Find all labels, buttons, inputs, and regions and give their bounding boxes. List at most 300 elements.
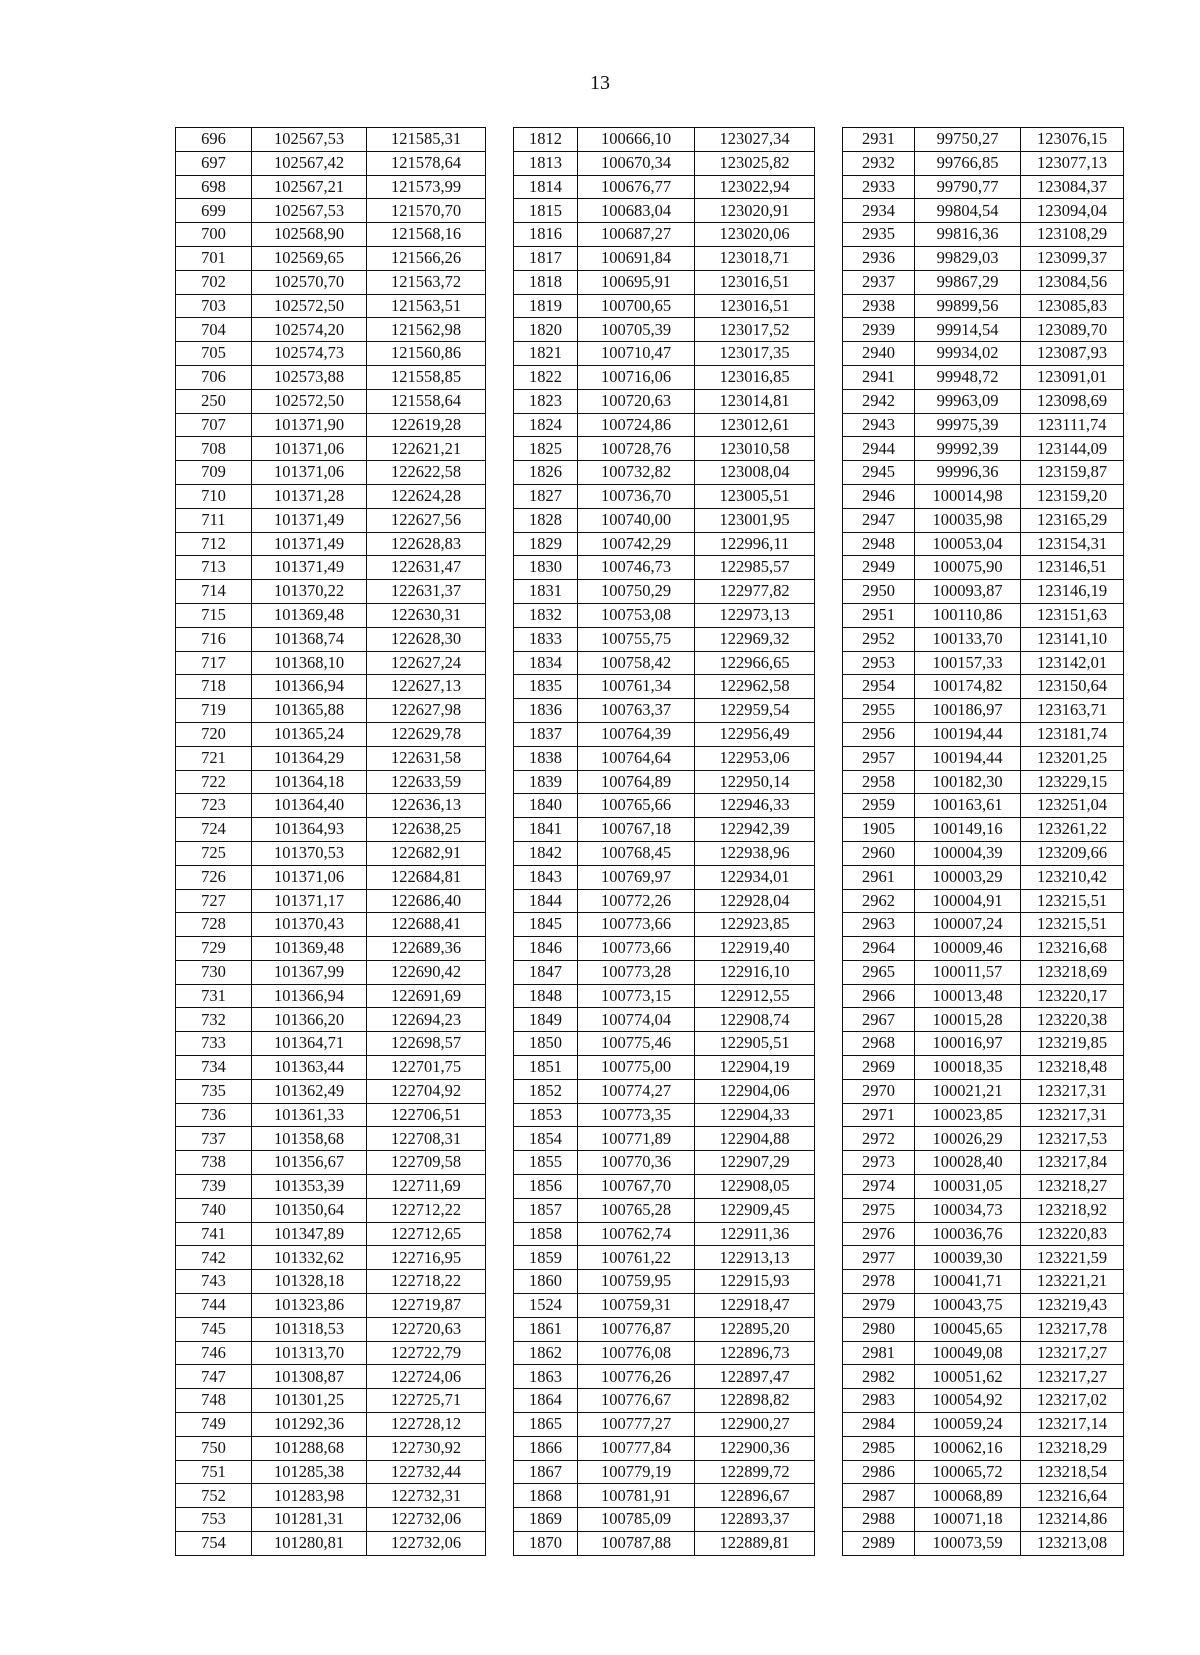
y-coordinate-cell: 123085,83 (1021, 294, 1124, 318)
point-number-cell: 2955 (843, 699, 915, 723)
point-number-cell: 1860 (514, 1270, 578, 1294)
y-coordinate-cell: 122996,11 (695, 532, 815, 556)
y-coordinate-cell: 123008,04 (695, 461, 815, 485)
point-number-cell: 2965 (843, 960, 915, 984)
column-gap (486, 603, 514, 627)
y-coordinate-cell: 123251,04 (1021, 794, 1124, 818)
y-coordinate-cell: 123220,83 (1021, 1222, 1124, 1246)
y-coordinate-cell: 123218,92 (1021, 1198, 1124, 1222)
x-coordinate-cell: 101364,93 (252, 818, 367, 842)
x-coordinate-cell: 100773,66 (578, 913, 695, 937)
y-coordinate-cell: 123159,20 (1021, 484, 1124, 508)
column-gap (486, 342, 514, 366)
x-coordinate-cell: 100769,97 (578, 865, 695, 889)
y-coordinate-cell: 122689,36 (367, 937, 486, 961)
y-coordinate-cell: 122629,78 (367, 722, 486, 746)
point-number-cell: 733 (176, 1032, 252, 1056)
point-number-cell: 701 (176, 246, 252, 270)
column-gap (486, 175, 514, 199)
x-coordinate-cell: 100763,37 (578, 699, 695, 723)
x-coordinate-cell: 102574,20 (252, 318, 367, 342)
point-number-cell: 2970 (843, 1079, 915, 1103)
x-coordinate-cell: 100018,35 (915, 1056, 1021, 1080)
table-row (176, 1532, 1124, 1556)
y-coordinate-cell: 123217,27 (1021, 1341, 1124, 1365)
y-coordinate-cell: 122636,13 (367, 794, 486, 818)
column-gap (486, 1198, 514, 1222)
y-coordinate-cell: 122895,20 (695, 1317, 815, 1341)
y-coordinate-cell: 123014,81 (695, 389, 815, 413)
page-number: 13 (590, 72, 610, 94)
y-coordinate-cell: 122619,28 (367, 413, 486, 437)
point-number-cell: 724 (176, 818, 252, 842)
x-coordinate-cell: 100149,16 (915, 818, 1021, 842)
y-coordinate-cell: 122956,49 (695, 722, 815, 746)
point-number-cell: 696 (176, 128, 252, 152)
column-gap (815, 1198, 843, 1222)
table-row (176, 532, 1124, 556)
y-coordinate-cell: 123016,51 (695, 294, 815, 318)
point-number-cell: 2934 (843, 199, 915, 223)
y-coordinate-cell: 122631,37 (367, 580, 486, 604)
x-coordinate-cell: 100163,61 (915, 794, 1021, 818)
point-number-cell: 1835 (514, 675, 578, 699)
point-number-cell: 2951 (843, 603, 915, 627)
x-coordinate-cell: 100767,18 (578, 818, 695, 842)
x-coordinate-cell: 101366,94 (252, 675, 367, 699)
table-row (176, 1294, 1124, 1318)
y-coordinate-cell: 123218,48 (1021, 1056, 1124, 1080)
y-coordinate-cell: 122905,51 (695, 1032, 815, 1056)
point-number-cell: 707 (176, 413, 252, 437)
table-row (176, 889, 1124, 913)
x-coordinate-cell: 100065,72 (915, 1460, 1021, 1484)
column-gap (815, 1175, 843, 1199)
y-coordinate-cell: 122627,24 (367, 651, 486, 675)
point-number-cell: 1847 (514, 960, 578, 984)
column-gap (815, 818, 843, 842)
y-coordinate-cell: 122732,44 (367, 1460, 486, 1484)
x-coordinate-cell: 100775,00 (578, 1056, 695, 1080)
x-coordinate-cell: 99934,02 (915, 342, 1021, 366)
column-gap (486, 1270, 514, 1294)
column-gap (486, 1484, 514, 1508)
column-gap (815, 128, 843, 152)
x-coordinate-cell: 100157,33 (915, 651, 1021, 675)
point-number-cell: 2931 (843, 128, 915, 152)
y-coordinate-cell: 123201,25 (1021, 746, 1124, 770)
point-number-cell: 725 (176, 841, 252, 865)
point-number-cell: 731 (176, 984, 252, 1008)
point-number-cell: 2980 (843, 1317, 915, 1341)
point-number-cell: 718 (176, 675, 252, 699)
x-coordinate-cell: 100720,63 (578, 389, 695, 413)
point-number-cell: 715 (176, 603, 252, 627)
table-row (176, 151, 1124, 175)
column-gap (486, 841, 514, 865)
y-coordinate-cell: 123146,51 (1021, 556, 1124, 580)
y-coordinate-cell: 122719,87 (367, 1294, 486, 1318)
x-coordinate-cell: 101364,29 (252, 746, 367, 770)
y-coordinate-cell: 122919,40 (695, 937, 815, 961)
x-coordinate-cell: 101356,67 (252, 1151, 367, 1175)
x-coordinate-cell: 100774,27 (578, 1079, 695, 1103)
y-coordinate-cell: 122686,40 (367, 889, 486, 913)
column-gap (486, 1175, 514, 1199)
column-gap (486, 1246, 514, 1270)
point-number-cell: 1837 (514, 722, 578, 746)
x-coordinate-cell: 100777,27 (578, 1413, 695, 1437)
column-gap (486, 1222, 514, 1246)
point-number-cell: 1859 (514, 1246, 578, 1270)
column-gap (815, 365, 843, 389)
point-number-cell: 2968 (843, 1032, 915, 1056)
y-coordinate-cell: 121560,86 (367, 342, 486, 366)
point-number-cell: 2953 (843, 651, 915, 675)
x-coordinate-cell: 101365,24 (252, 722, 367, 746)
y-coordinate-cell: 123146,19 (1021, 580, 1124, 604)
point-number-cell: 2977 (843, 1246, 915, 1270)
point-number-cell: 721 (176, 746, 252, 770)
point-number-cell: 711 (176, 508, 252, 532)
point-number-cell: 2978 (843, 1270, 915, 1294)
column-gap (486, 984, 514, 1008)
y-coordinate-cell: 122722,79 (367, 1341, 486, 1365)
point-number-cell: 1816 (514, 223, 578, 247)
point-number-cell: 699 (176, 199, 252, 223)
column-gap (486, 246, 514, 270)
y-coordinate-cell: 122690,42 (367, 960, 486, 984)
point-number-cell: 717 (176, 651, 252, 675)
x-coordinate-cell: 99790,77 (915, 175, 1021, 199)
y-coordinate-cell: 123159,87 (1021, 461, 1124, 485)
x-coordinate-cell: 102572,50 (252, 389, 367, 413)
table-row (176, 437, 1124, 461)
y-coordinate-cell: 123150,64 (1021, 675, 1124, 699)
table-row (176, 556, 1124, 580)
column-gap (815, 437, 843, 461)
y-coordinate-cell: 122913,13 (695, 1246, 815, 1270)
table-row (176, 937, 1124, 961)
column-gap (486, 865, 514, 889)
point-number-cell: 2949 (843, 556, 915, 580)
column-gap (486, 1079, 514, 1103)
column-gap (815, 508, 843, 532)
point-number-cell: 2967 (843, 1008, 915, 1032)
y-coordinate-cell: 123218,69 (1021, 960, 1124, 984)
y-coordinate-cell: 123017,35 (695, 342, 815, 366)
point-number-cell: 722 (176, 770, 252, 794)
x-coordinate-cell: 101365,88 (252, 699, 367, 723)
x-coordinate-cell: 100004,91 (915, 889, 1021, 913)
y-coordinate-cell: 123012,61 (695, 413, 815, 437)
column-gap (486, 770, 514, 794)
table-row (176, 746, 1124, 770)
y-coordinate-cell: 123111,74 (1021, 413, 1124, 437)
y-coordinate-cell: 123210,42 (1021, 865, 1124, 889)
x-coordinate-cell: 102574,73 (252, 342, 367, 366)
x-coordinate-cell: 101371,90 (252, 413, 367, 437)
column-gap (815, 1436, 843, 1460)
point-number-cell: 2985 (843, 1436, 915, 1460)
x-coordinate-cell: 100740,00 (578, 508, 695, 532)
column-gap (486, 461, 514, 485)
point-number-cell: 1822 (514, 365, 578, 389)
column-gap (815, 770, 843, 794)
x-coordinate-cell: 100039,30 (915, 1246, 1021, 1270)
y-coordinate-cell: 123163,71 (1021, 699, 1124, 723)
point-number-cell: 1812 (514, 128, 578, 152)
y-coordinate-cell: 123261,22 (1021, 818, 1124, 842)
x-coordinate-cell: 101350,64 (252, 1198, 367, 1222)
y-coordinate-cell: 122897,47 (695, 1365, 815, 1389)
y-coordinate-cell: 122732,06 (367, 1532, 486, 1556)
table-row (176, 1246, 1124, 1270)
table-row (176, 175, 1124, 199)
y-coordinate-cell: 123217,78 (1021, 1317, 1124, 1341)
point-number-cell: 1845 (514, 913, 578, 937)
y-coordinate-cell: 123219,85 (1021, 1032, 1124, 1056)
x-coordinate-cell: 100068,89 (915, 1484, 1021, 1508)
x-coordinate-cell: 100775,46 (578, 1032, 695, 1056)
y-coordinate-cell: 122896,73 (695, 1341, 815, 1365)
table-row (176, 1222, 1124, 1246)
point-number-cell: 1843 (514, 865, 578, 889)
column-gap (486, 1056, 514, 1080)
column-gap (815, 223, 843, 247)
point-number-cell: 2959 (843, 794, 915, 818)
point-number-cell: 1848 (514, 984, 578, 1008)
point-number-cell: 2969 (843, 1056, 915, 1080)
table-row (176, 794, 1124, 818)
point-number-cell: 705 (176, 342, 252, 366)
table-row (176, 984, 1124, 1008)
point-number-cell: 2939 (843, 318, 915, 342)
column-gap (486, 627, 514, 651)
table-row (176, 913, 1124, 937)
point-number-cell: 754 (176, 1532, 252, 1556)
point-number-cell: 2962 (843, 889, 915, 913)
y-coordinate-cell: 122899,72 (695, 1460, 815, 1484)
y-coordinate-cell: 122716,95 (367, 1246, 486, 1270)
x-coordinate-cell: 101364,40 (252, 794, 367, 818)
point-number-cell: 2960 (843, 841, 915, 865)
column-gap (486, 913, 514, 937)
x-coordinate-cell: 101364,71 (252, 1032, 367, 1056)
point-number-cell: 736 (176, 1103, 252, 1127)
table-row (176, 722, 1124, 746)
x-coordinate-cell: 100771,89 (578, 1127, 695, 1151)
column-gap (815, 270, 843, 294)
x-coordinate-cell: 100062,16 (915, 1436, 1021, 1460)
column-gap (486, 437, 514, 461)
y-coordinate-cell: 122889,81 (695, 1532, 815, 1556)
column-gap (486, 1032, 514, 1056)
y-coordinate-cell: 122627,98 (367, 699, 486, 723)
point-number-cell: 1866 (514, 1436, 578, 1460)
column-gap (486, 318, 514, 342)
y-coordinate-cell: 122628,30 (367, 627, 486, 651)
table-row (176, 651, 1124, 675)
point-number-cell: 714 (176, 580, 252, 604)
x-coordinate-cell: 101371,49 (252, 508, 367, 532)
x-coordinate-cell: 101328,18 (252, 1270, 367, 1294)
x-coordinate-cell: 100770,36 (578, 1151, 695, 1175)
y-coordinate-cell: 122946,33 (695, 794, 815, 818)
point-number-cell: 751 (176, 1460, 252, 1484)
point-number-cell: 1825 (514, 437, 578, 461)
point-number-cell: 2935 (843, 223, 915, 247)
point-number-cell: 732 (176, 1008, 252, 1032)
x-coordinate-cell: 102567,53 (252, 128, 367, 152)
x-coordinate-cell: 100194,44 (915, 746, 1021, 770)
x-coordinate-cell: 100759,95 (578, 1270, 695, 1294)
y-coordinate-cell: 123165,29 (1021, 508, 1124, 532)
point-number-cell: 742 (176, 1246, 252, 1270)
y-coordinate-cell: 121573,99 (367, 175, 486, 199)
point-number-cell: 2984 (843, 1413, 915, 1437)
column-gap (486, 1365, 514, 1389)
x-coordinate-cell: 100034,73 (915, 1198, 1021, 1222)
point-number-cell: 1829 (514, 532, 578, 556)
point-number-cell: 2954 (843, 675, 915, 699)
y-coordinate-cell: 123010,58 (695, 437, 815, 461)
x-coordinate-cell: 99992,39 (915, 437, 1021, 461)
y-coordinate-cell: 122907,29 (695, 1151, 815, 1175)
x-coordinate-cell: 100781,91 (578, 1484, 695, 1508)
column-gap (486, 1341, 514, 1365)
y-coordinate-cell: 123099,37 (1021, 246, 1124, 270)
point-number-cell: 2971 (843, 1103, 915, 1127)
y-coordinate-cell: 122728,12 (367, 1413, 486, 1437)
point-number-cell: 2957 (843, 746, 915, 770)
point-number-cell: 2933 (843, 175, 915, 199)
x-coordinate-cell: 100736,70 (578, 484, 695, 508)
x-coordinate-cell: 100773,28 (578, 960, 695, 984)
point-number-cell: 739 (176, 1175, 252, 1199)
column-gap (486, 151, 514, 175)
x-coordinate-cell: 100194,44 (915, 722, 1021, 746)
table-row (176, 1008, 1124, 1032)
y-coordinate-cell: 122962,58 (695, 675, 815, 699)
x-coordinate-cell: 99963,09 (915, 389, 1021, 413)
y-coordinate-cell: 122908,74 (695, 1008, 815, 1032)
y-coordinate-cell: 123218,29 (1021, 1436, 1124, 1460)
x-coordinate-cell: 100750,29 (578, 580, 695, 604)
x-coordinate-cell: 99750,27 (915, 128, 1021, 152)
x-coordinate-cell: 100023,85 (915, 1103, 1021, 1127)
x-coordinate-cell: 101371,17 (252, 889, 367, 913)
y-coordinate-cell: 122718,22 (367, 1270, 486, 1294)
point-number-cell: 1823 (514, 389, 578, 413)
x-coordinate-cell: 100767,70 (578, 1175, 695, 1199)
column-gap (486, 722, 514, 746)
point-number-cell: 1840 (514, 794, 578, 818)
y-coordinate-cell: 122953,06 (695, 746, 815, 770)
x-coordinate-cell: 100683,04 (578, 199, 695, 223)
column-gap (486, 1436, 514, 1460)
x-coordinate-cell: 101318,53 (252, 1317, 367, 1341)
y-coordinate-cell: 122934,01 (695, 865, 815, 889)
y-coordinate-cell: 123217,53 (1021, 1127, 1124, 1151)
column-gap (486, 1532, 514, 1556)
y-coordinate-cell: 122624,28 (367, 484, 486, 508)
column-gap (815, 1508, 843, 1532)
x-coordinate-cell: 101371,06 (252, 437, 367, 461)
y-coordinate-cell: 122918,47 (695, 1294, 815, 1318)
y-coordinate-cell: 122973,13 (695, 603, 815, 627)
y-coordinate-cell: 123001,95 (695, 508, 815, 532)
point-number-cell: 1819 (514, 294, 578, 318)
coordinates-table-body (176, 128, 1124, 1556)
y-coordinate-cell: 123016,51 (695, 270, 815, 294)
x-coordinate-cell: 102567,21 (252, 175, 367, 199)
x-coordinate-cell: 100666,10 (578, 128, 695, 152)
column-gap (486, 1508, 514, 1532)
x-coordinate-cell: 101283,98 (252, 1484, 367, 1508)
x-coordinate-cell: 100015,28 (915, 1008, 1021, 1032)
y-coordinate-cell: 123215,51 (1021, 889, 1124, 913)
x-coordinate-cell: 100779,19 (578, 1460, 695, 1484)
x-coordinate-cell: 100724,86 (578, 413, 695, 437)
y-coordinate-cell: 123217,31 (1021, 1079, 1124, 1103)
point-number-cell: 1862 (514, 1341, 578, 1365)
table-row (176, 461, 1124, 485)
point-number-cell: 1834 (514, 651, 578, 675)
table-row (176, 1270, 1124, 1294)
point-number-cell: 1864 (514, 1389, 578, 1413)
table-row (176, 1365, 1124, 1389)
x-coordinate-cell: 100705,39 (578, 318, 695, 342)
column-gap (815, 1079, 843, 1103)
y-coordinate-cell: 122627,56 (367, 508, 486, 532)
point-number-cell: 2942 (843, 389, 915, 413)
column-gap (486, 1389, 514, 1413)
column-gap (486, 294, 514, 318)
point-number-cell: 2989 (843, 1532, 915, 1556)
column-gap (815, 294, 843, 318)
y-coordinate-cell: 123025,82 (695, 151, 815, 175)
point-number-cell: 1870 (514, 1532, 578, 1556)
y-coordinate-cell: 123220,38 (1021, 1008, 1124, 1032)
point-number-cell: 740 (176, 1198, 252, 1222)
column-gap (815, 1389, 843, 1413)
y-coordinate-cell: 122682,91 (367, 841, 486, 865)
point-number-cell: 1820 (514, 318, 578, 342)
x-coordinate-cell: 101361,33 (252, 1103, 367, 1127)
column-gap (815, 937, 843, 961)
point-number-cell: 723 (176, 794, 252, 818)
y-coordinate-cell: 123220,17 (1021, 984, 1124, 1008)
x-coordinate-cell: 100007,24 (915, 913, 1021, 937)
y-coordinate-cell: 123108,29 (1021, 223, 1124, 247)
x-coordinate-cell: 100768,45 (578, 841, 695, 865)
point-number-cell: 1863 (514, 1365, 578, 1389)
point-number-cell: 697 (176, 151, 252, 175)
x-coordinate-cell: 101370,22 (252, 580, 367, 604)
x-coordinate-cell: 100773,35 (578, 1103, 695, 1127)
point-number-cell: 1826 (514, 461, 578, 485)
table-row (176, 1484, 1124, 1508)
column-gap (815, 1341, 843, 1365)
x-coordinate-cell: 99804,54 (915, 199, 1021, 223)
column-gap (486, 508, 514, 532)
point-number-cell: 706 (176, 365, 252, 389)
y-coordinate-cell: 122712,22 (367, 1198, 486, 1222)
y-coordinate-cell: 123217,14 (1021, 1413, 1124, 1437)
point-number-cell: 2973 (843, 1151, 915, 1175)
y-coordinate-cell: 122711,69 (367, 1175, 486, 1199)
